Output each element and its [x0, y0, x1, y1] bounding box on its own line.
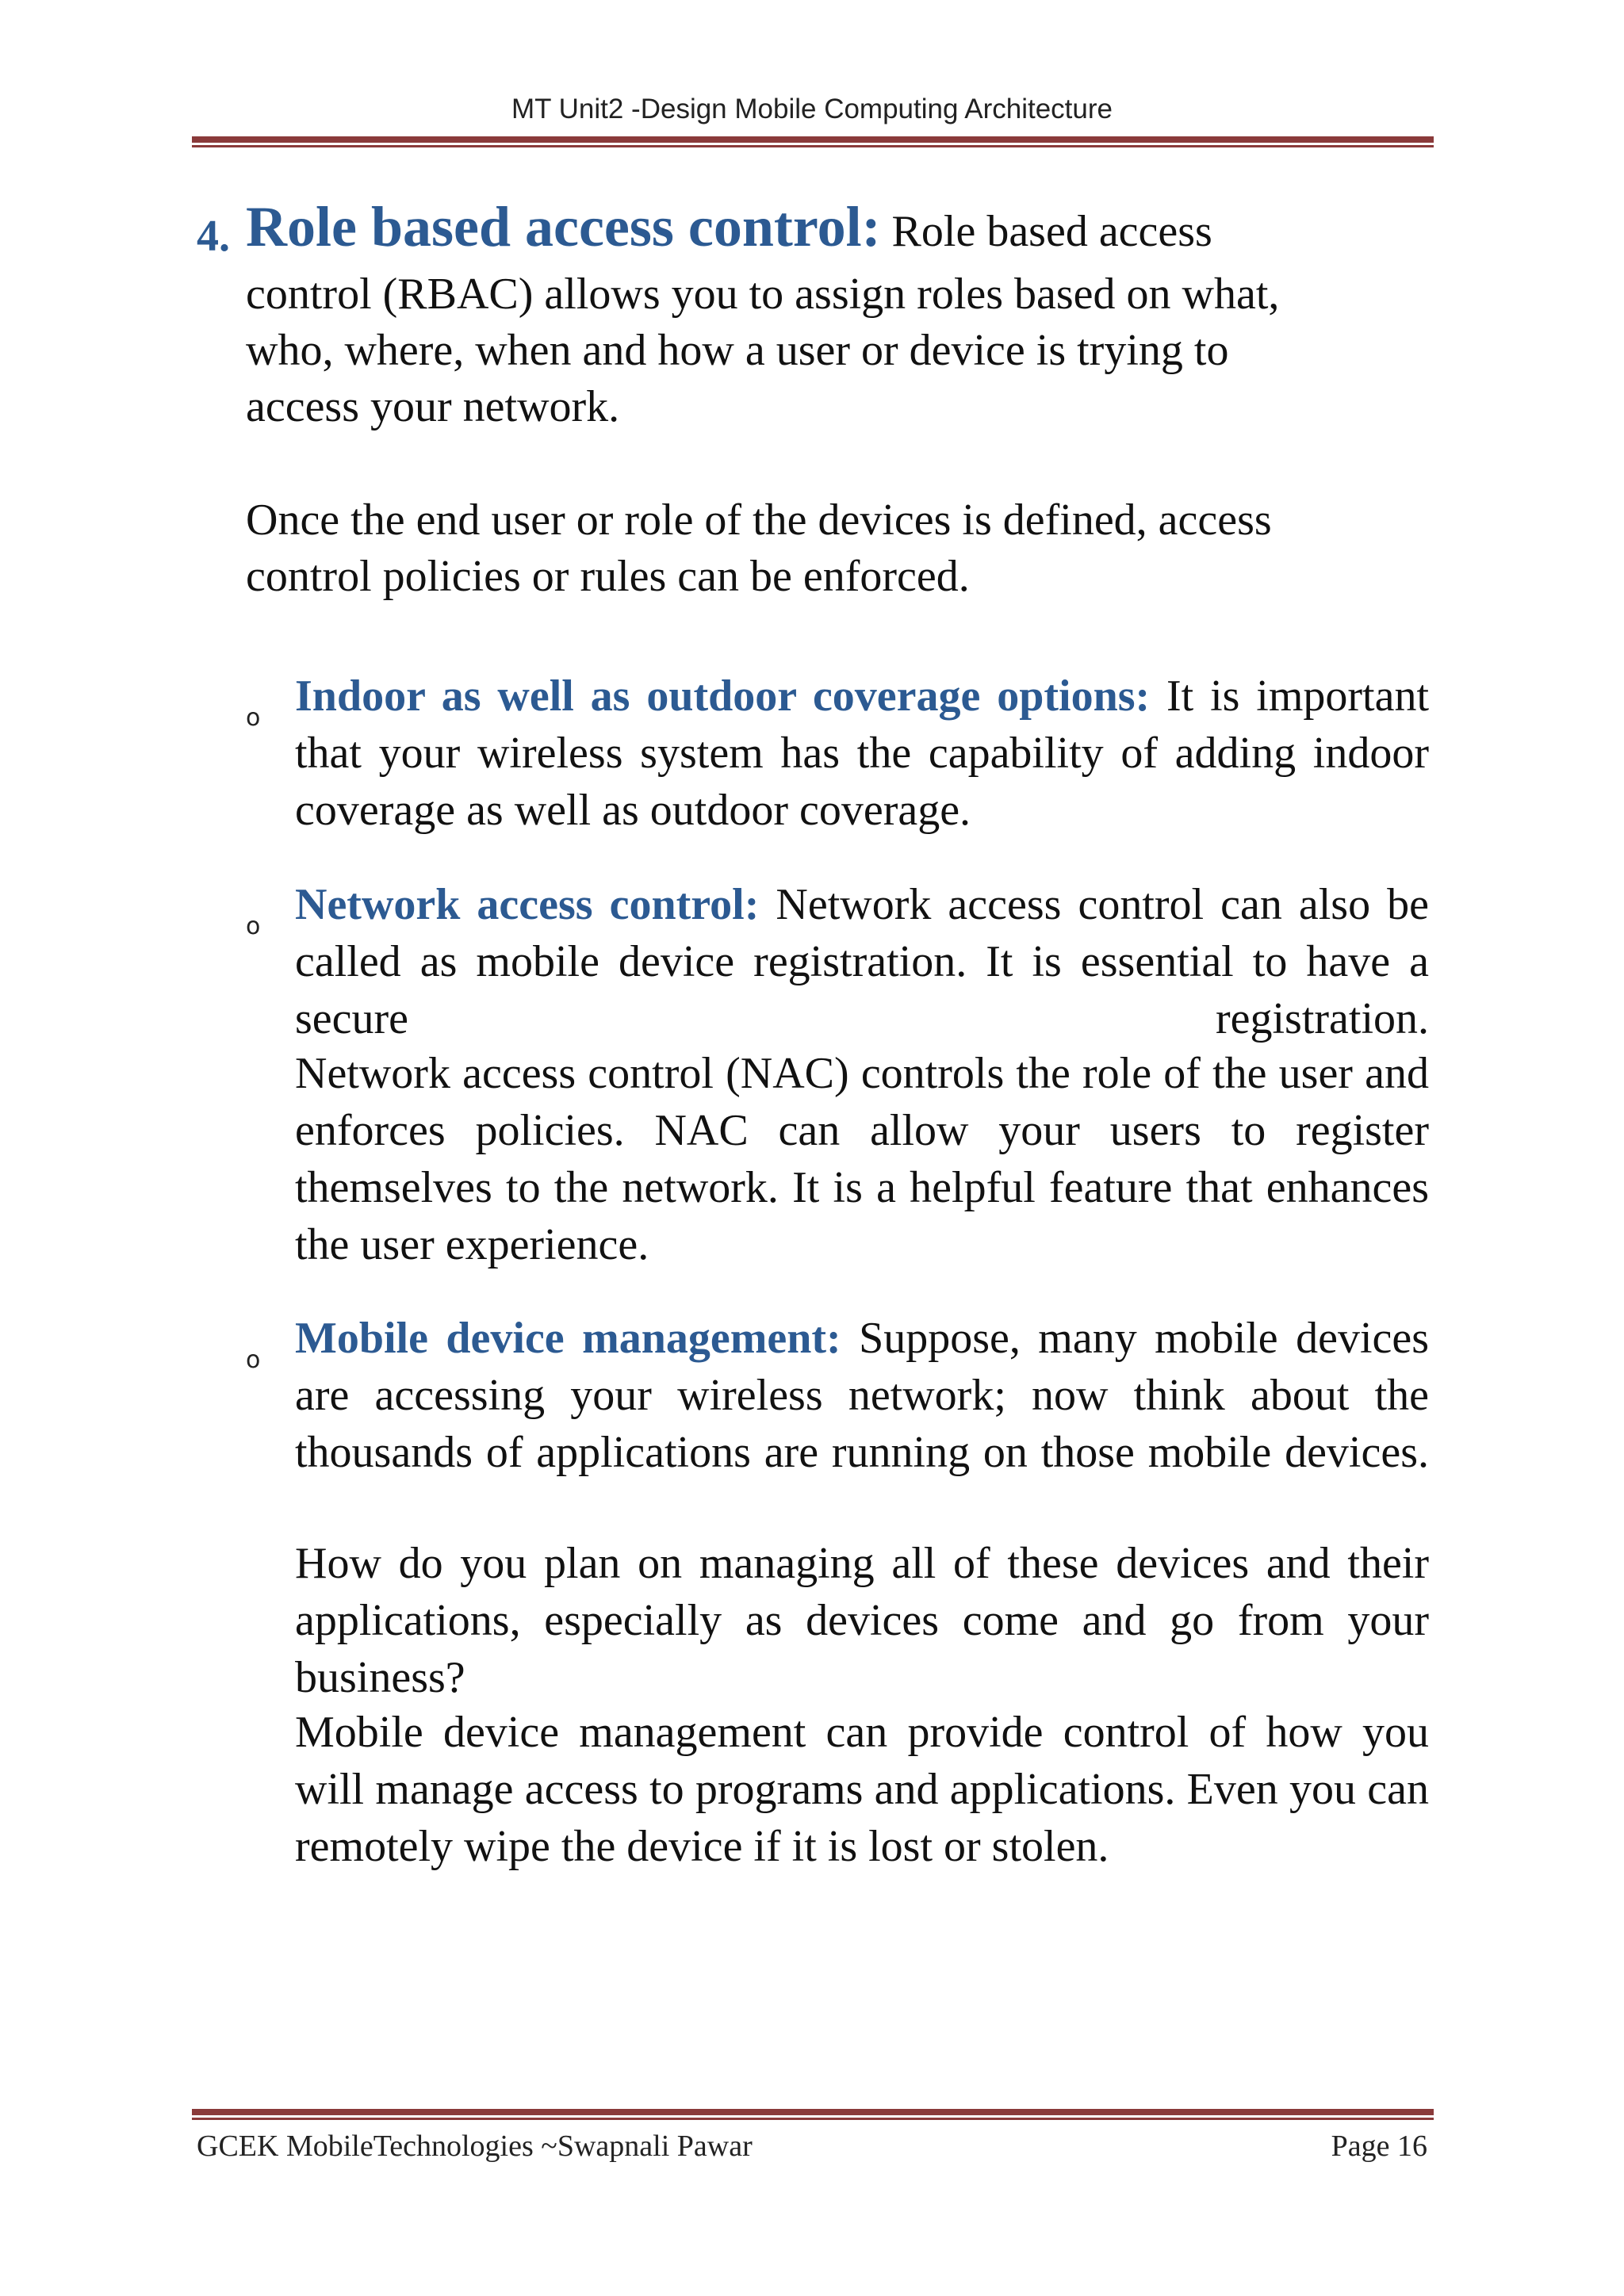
list-item-coverage	[295, 668, 1429, 839]
header-rule	[192, 136, 1434, 147]
item-text: It is important that your wireless system has the capability of adding indoor coverage as well as outdoor coverage.	[295, 672, 1430, 835]
section-intro-lead: Role based access	[891, 207, 1212, 256]
page-number: Page 16	[1331, 2130, 1427, 2163]
bullet-icon: o	[246, 704, 261, 732]
intro-line-1: control (RBAC) allows you to assign roles based on what,	[246, 270, 1280, 319]
intro-line-2: who, where, when and how a user or device is trying to	[246, 326, 1229, 375]
list-item-mdm-continued: Mobile device management can provide control of how you will manage access to programs and applications. Even you can remotely wipe the device if it is lost or stolen.	[295, 1708, 1429, 1871]
list-item-nac-continued: Network access control (NAC) controls the role of the user and enforces policies. NAC can allow your users to register themselves to the network. It is a helpful feature that enhances the user experience.	[295, 1049, 1429, 1269]
paragraph-2-line-2: control policies or rules can be enforced.	[246, 552, 970, 601]
footer-rule	[192, 2109, 1434, 2120]
paragraph-2-line-1: Once the end user or role of the devices is defined, access	[246, 496, 1272, 545]
list-item-mdm	[295, 1310, 1429, 1481]
bullet-icon: o	[246, 1346, 261, 1374]
list-item-nac	[295, 876, 1429, 1047]
list-item-mdm-question: How do you plan on managing all of these devices and their applications, especially as devices come and go from your business?	[295, 1539, 1429, 1702]
item-term: Indoor as well as outdoor coverage options:	[295, 672, 1151, 721]
item-text: Suppose, many mobile devices are accessing your wireless network; now think about the thousands of applications are running on those mobile devices.	[295, 1314, 1429, 1477]
footer-author: GCEK MobileTechnologies ~Swapnali Pawar	[197, 2130, 753, 2163]
item-text: Network access control can also be called as mobile device registration. It is essential to have a secure registration.	[295, 880, 1429, 1043]
section-heading: Role based access control:	[246, 195, 881, 258]
item-term: Network access control:	[295, 880, 760, 929]
item-term: Mobile device management:	[295, 1314, 841, 1363]
page-header-title: MT Unit2 -Design Mobile Computing Architecture	[511, 94, 1113, 124]
intro-line-3: access your network.	[246, 382, 620, 431]
section-intro	[246, 195, 1435, 260]
bullet-icon: o	[246, 913, 261, 940]
section-number: 4.	[197, 212, 230, 261]
